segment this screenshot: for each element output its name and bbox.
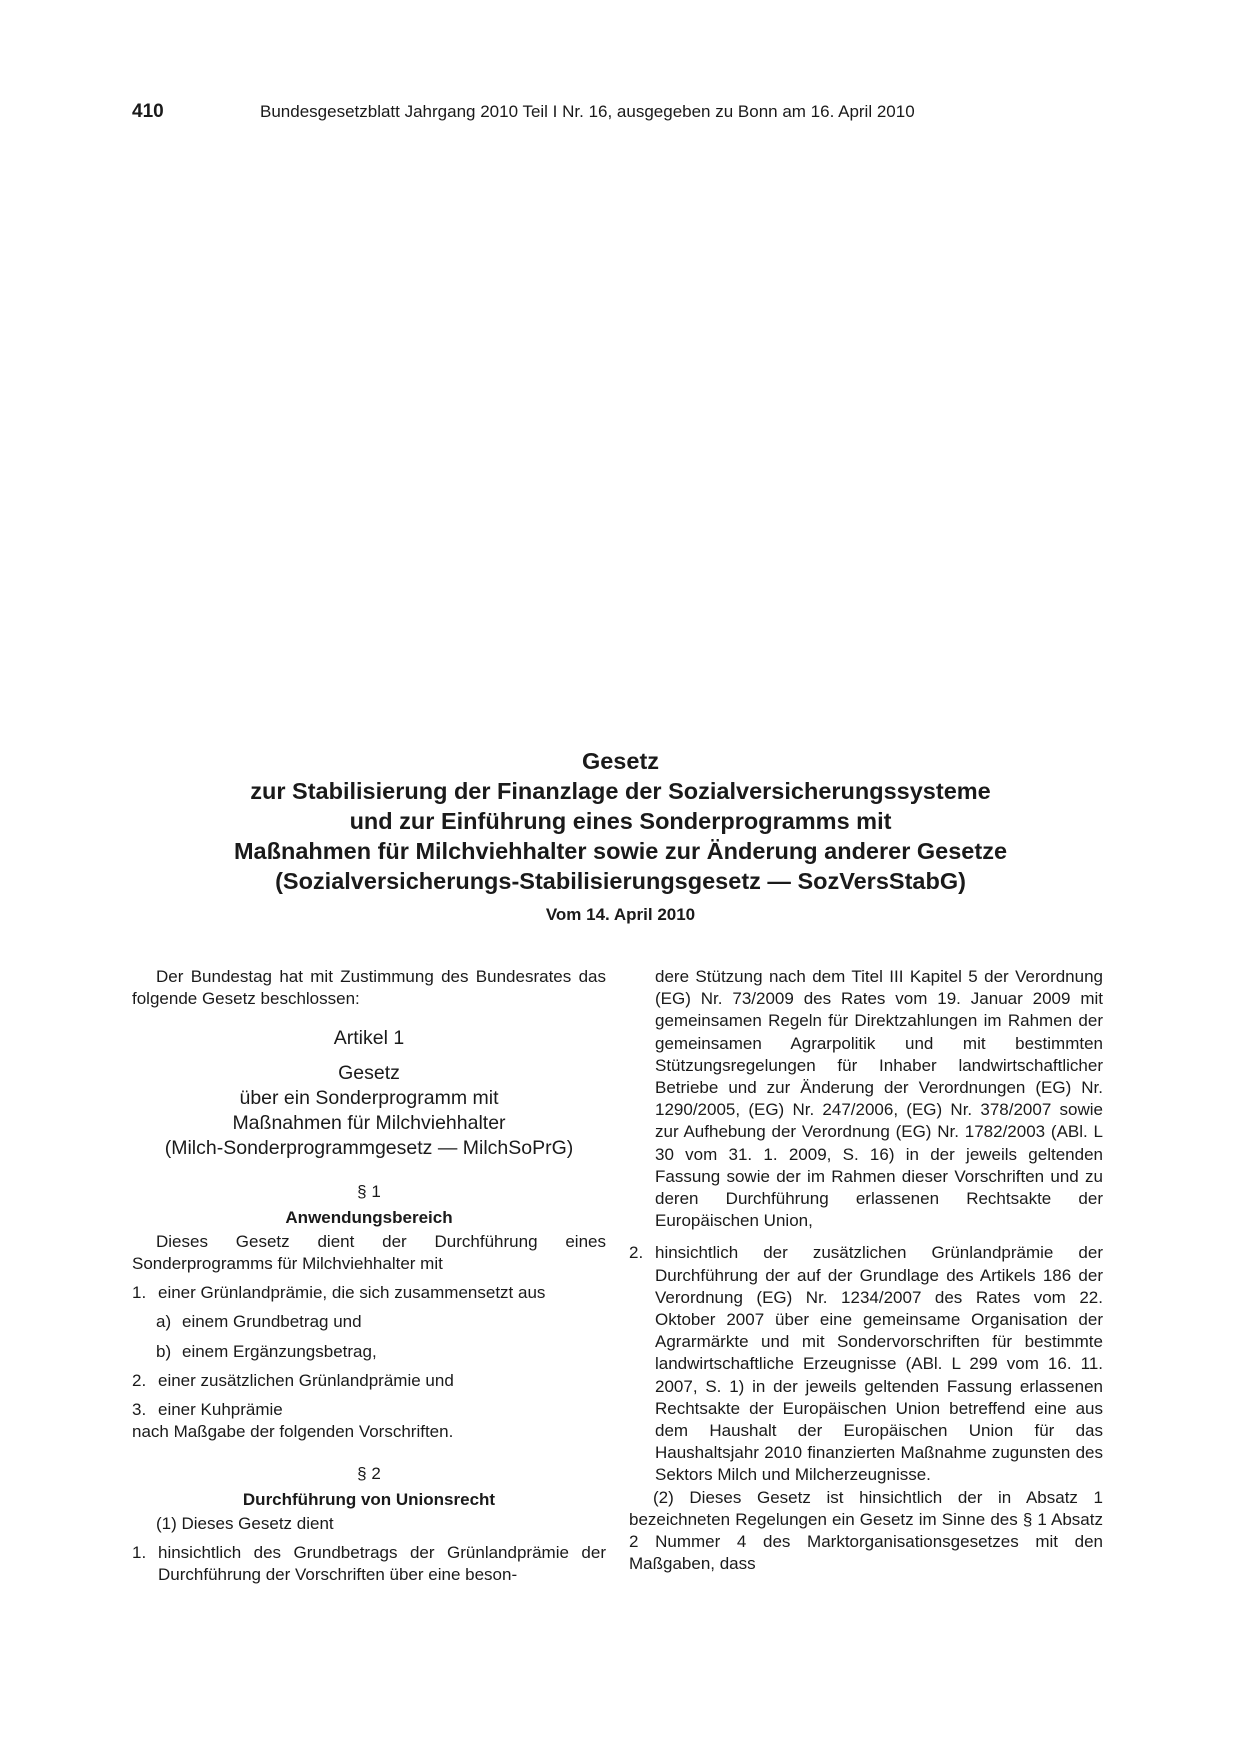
section-2-sign: § 2 (357, 1464, 381, 1484)
title-line-2: zur Stabilisierung der Finanzlage der Sozialversicherungssysteme (250, 778, 991, 804)
section-1-text: Dieses Gesetz dient der Durchführung eines Sonderprogramms für Milchviehhalter mit (132, 1231, 606, 1274)
list-item: 3. einer Kuhprämie (132, 1400, 283, 1420)
list-item: 1. einer Grünlandprämie, die sich zusammensetzt aus (132, 1283, 546, 1303)
article-title-1: Gesetz (338, 1062, 400, 1085)
list-item-continuation: dere Stützung nach dem Titel III Kapitel 5 der Verordnung (EG) Nr. 73/2009 des Rates vom 19. Januar 2009 mit gemeinsamen Regeln für Direktzahlungen im Rahmen der gemeinsamen Agrarpolitik und mit bestimmten Stützungsregelungen für Inhaber landwirtschaftlicher Betriebe und zur Änderung der Verordnungen (EG) Nr. 1290/2005, (EG) Nr. 247/2006, (EG) Nr. 378/2007 sowie zur Aufhebung der Verordnung (EG) Nr. 1782/2003 (ABl. L 30 vom 31. 1. 2009, S. 16) in der jeweils geltenden Fassung sowie der im Rahmen dieser Vorschriften und zu deren Durchführung erlassenen Rechtsakte der Europäischen Union, (655, 967, 1103, 1231)
section-2-paragraph-1: (1) Dieses Gesetz dient (156, 1513, 334, 1533)
gazette-header: Bundesgesetzblatt Jahrgang 2010 Teil I Nr. 16, ausgegeben zu Bonn am 16. April 2010 (260, 102, 915, 121)
article-heading (132, 1026, 606, 1161)
page-header (132, 101, 1112, 123)
law-title (132, 746, 1109, 896)
list-item: 2. hinsichtlich der zusätzlichen Grünlandprämie der Durchführung der auf der Grundlage des Artikels 186 der Verordnung (EG) Nr. 1234/2007 des Rates vom 22. Oktober 2007 über eine gemeinsame Organisation der Agrarmärkte und mit Sondervorschriften für bestimmte landwirtschaftliche Erzeugnisse (ABl. L 299 vom 16. 11. 2007, S. 1) in der jeweils geltenden Fassung erlassenen Rechtsakte der Europäischen Union betreffend eine aus dem Haushalt der Europäischen Union für das Haushaltsjahr 2010 finanzierten Maßnahme zugunsten des Sektors Milch und Milcherzeugnisse. (629, 1243, 1103, 1485)
section-2-paragraph-2: (2) Dieses Gesetz ist hinsichtlich der in Absatz 1 bezeichneten Regelungen ein Gesetz im Sinne des § 1 Absatz 2 Nummer 4 des Marktorganisationsgesetzes mit den Maßgaben, dass (629, 1487, 1103, 1574)
article-title-4: (Milch-Sonderprogrammgesetz — MilchSoPrG) (164, 1137, 574, 1160)
article-title-2: über ein Sonderprogramm mit (239, 1087, 499, 1110)
left-column (132, 966, 606, 1586)
list-item: 1. hinsichtlich des Grundbetrags der Grünlandprämie der Durchführung der Vorschriften über eine beson- (132, 1543, 606, 1585)
title-line-1: Gesetz (581, 748, 660, 774)
right-column (629, 966, 1103, 1575)
law-date: Vom 14. April 2010 (545, 905, 696, 924)
section-1-title: Anwendungsbereich (285, 1207, 453, 1227)
section-2-title: Durchführung von Unionsrecht (242, 1489, 496, 1509)
section-1-closing: nach Maßgabe der folgenden Vorschriften. (132, 1422, 454, 1442)
page-number: 410 (132, 101, 164, 122)
section-1-sign: § 1 (357, 1182, 381, 1202)
article-title-3: Maßnahmen für Milchviehhalter (232, 1112, 506, 1135)
article-label: Artikel 1 (333, 1027, 405, 1050)
title-line-4: Maßnahmen für Milchviehhalter sowie zur Änderung anderer Gesetze (233, 838, 1008, 864)
title-line-5: (Sozialversicherungs-Stabilisierungsgesetz — SozVersStabG) (275, 868, 966, 894)
title-line-3: und zur Einführung eines Sonderprogramms mit (349, 808, 892, 834)
preamble: Der Bundestag hat mit Zustimmung des Bundesrates das folgende Gesetz beschlossen: (132, 967, 606, 1009)
list-item: 2. einer zusätzlichen Grünlandprämie und (132, 1370, 454, 1390)
list-item: b) einem Ergänzungsbetrag, (156, 1341, 377, 1361)
list-item: a) einem Grundbetrag und (156, 1312, 362, 1332)
